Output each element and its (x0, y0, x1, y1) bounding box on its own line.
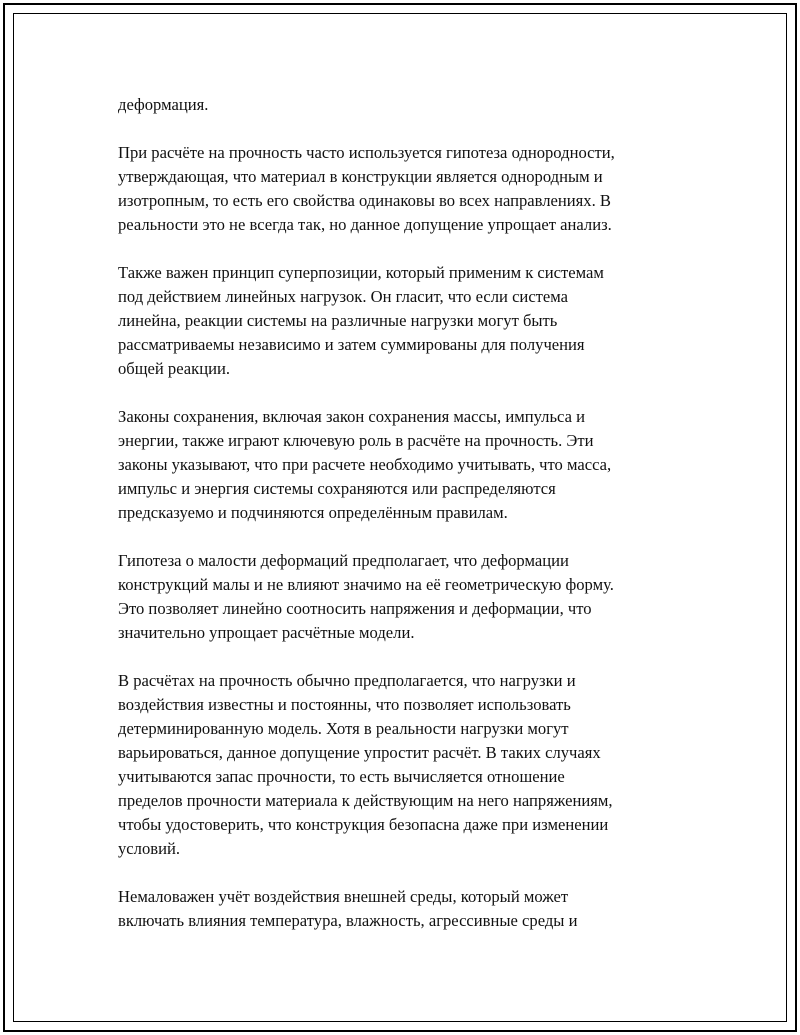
text-line: учитываются запас прочности, то есть вычисляется отношение (118, 767, 565, 786)
text-line: общей реакции. (118, 359, 230, 378)
text-line: импульс и энергия системы сохраняются или распределяются (118, 479, 556, 498)
text-line: варьироваться, данное допущение упростит расчёт. В таких случаях (118, 743, 601, 762)
text-line: условий. (118, 839, 180, 858)
paragraph (118, 669, 688, 861)
text-line: конструкций малы и не влияют значимо на её геометрическую форму. (118, 575, 614, 594)
text-line: Законы сохранения, включая закон сохранения массы, импульса и (118, 407, 585, 426)
text-line: под действием линейных нагрузок. Он гласит, что если система (118, 287, 569, 306)
text-line: изотропным, то есть его свойства одинаковы во всех направлениях. В (118, 191, 611, 210)
text-line: рассматриваемы независимо и затем суммированы для получения (118, 335, 585, 354)
text-line: Гипотеза о малости деформаций предполагает, что деформации (118, 551, 569, 570)
text-line: пределов прочности материала к действующим на него напряжениям, (118, 791, 613, 810)
text-line: значительно упрощает расчётные модели. (118, 623, 415, 642)
paragraph (118, 93, 688, 117)
paragraph (118, 261, 688, 381)
text-line: энергии, также играют ключевую роль в расчёте на прочность. Эти (118, 431, 594, 450)
paragraph (118, 549, 688, 645)
paragraph (118, 405, 688, 525)
text-line: линейна, реакции системы на различные нагрузки могут быть (118, 311, 558, 330)
text-line: деформация. (118, 95, 209, 114)
text-line: воздействия известны и постоянны, что позволяет использовать (118, 695, 571, 714)
paragraph (118, 141, 688, 237)
text-line: включать влияния температура, влажность, агрессивные среды и (118, 911, 578, 930)
text-line: утверждающая, что материал в конструкции является однородным и (118, 167, 603, 186)
document-body (118, 93, 688, 957)
paragraph (118, 885, 688, 933)
text-line: Также важен принцип суперпозиции, который применим к системам (118, 263, 604, 282)
text-line: При расчёте на прочность часто используется гипотеза однородности, (118, 143, 615, 162)
text-line: чтобы удостоверить, что конструкция безопасна даже при изменении (118, 815, 609, 834)
text-line: В расчётах на прочность обычно предполагается, что нагрузки и (118, 671, 576, 690)
text-line: детерминированную модель. Хотя в реальности нагрузки могут (118, 719, 569, 738)
text-line: реальности это не всегда так, но данное допущение упрощает анализ. (118, 215, 612, 234)
text-line: Это позволяет линейно соотносить напряжения и деформации, что (118, 599, 592, 618)
text-line: законы указывают, что при расчете необходимо учитывать, что масса, (118, 455, 612, 474)
text-line: Немаловажен учёт воздействия внешней среды, который может (118, 887, 569, 906)
text-line: предсказуемо и подчиняются определённым правилам. (118, 503, 508, 522)
